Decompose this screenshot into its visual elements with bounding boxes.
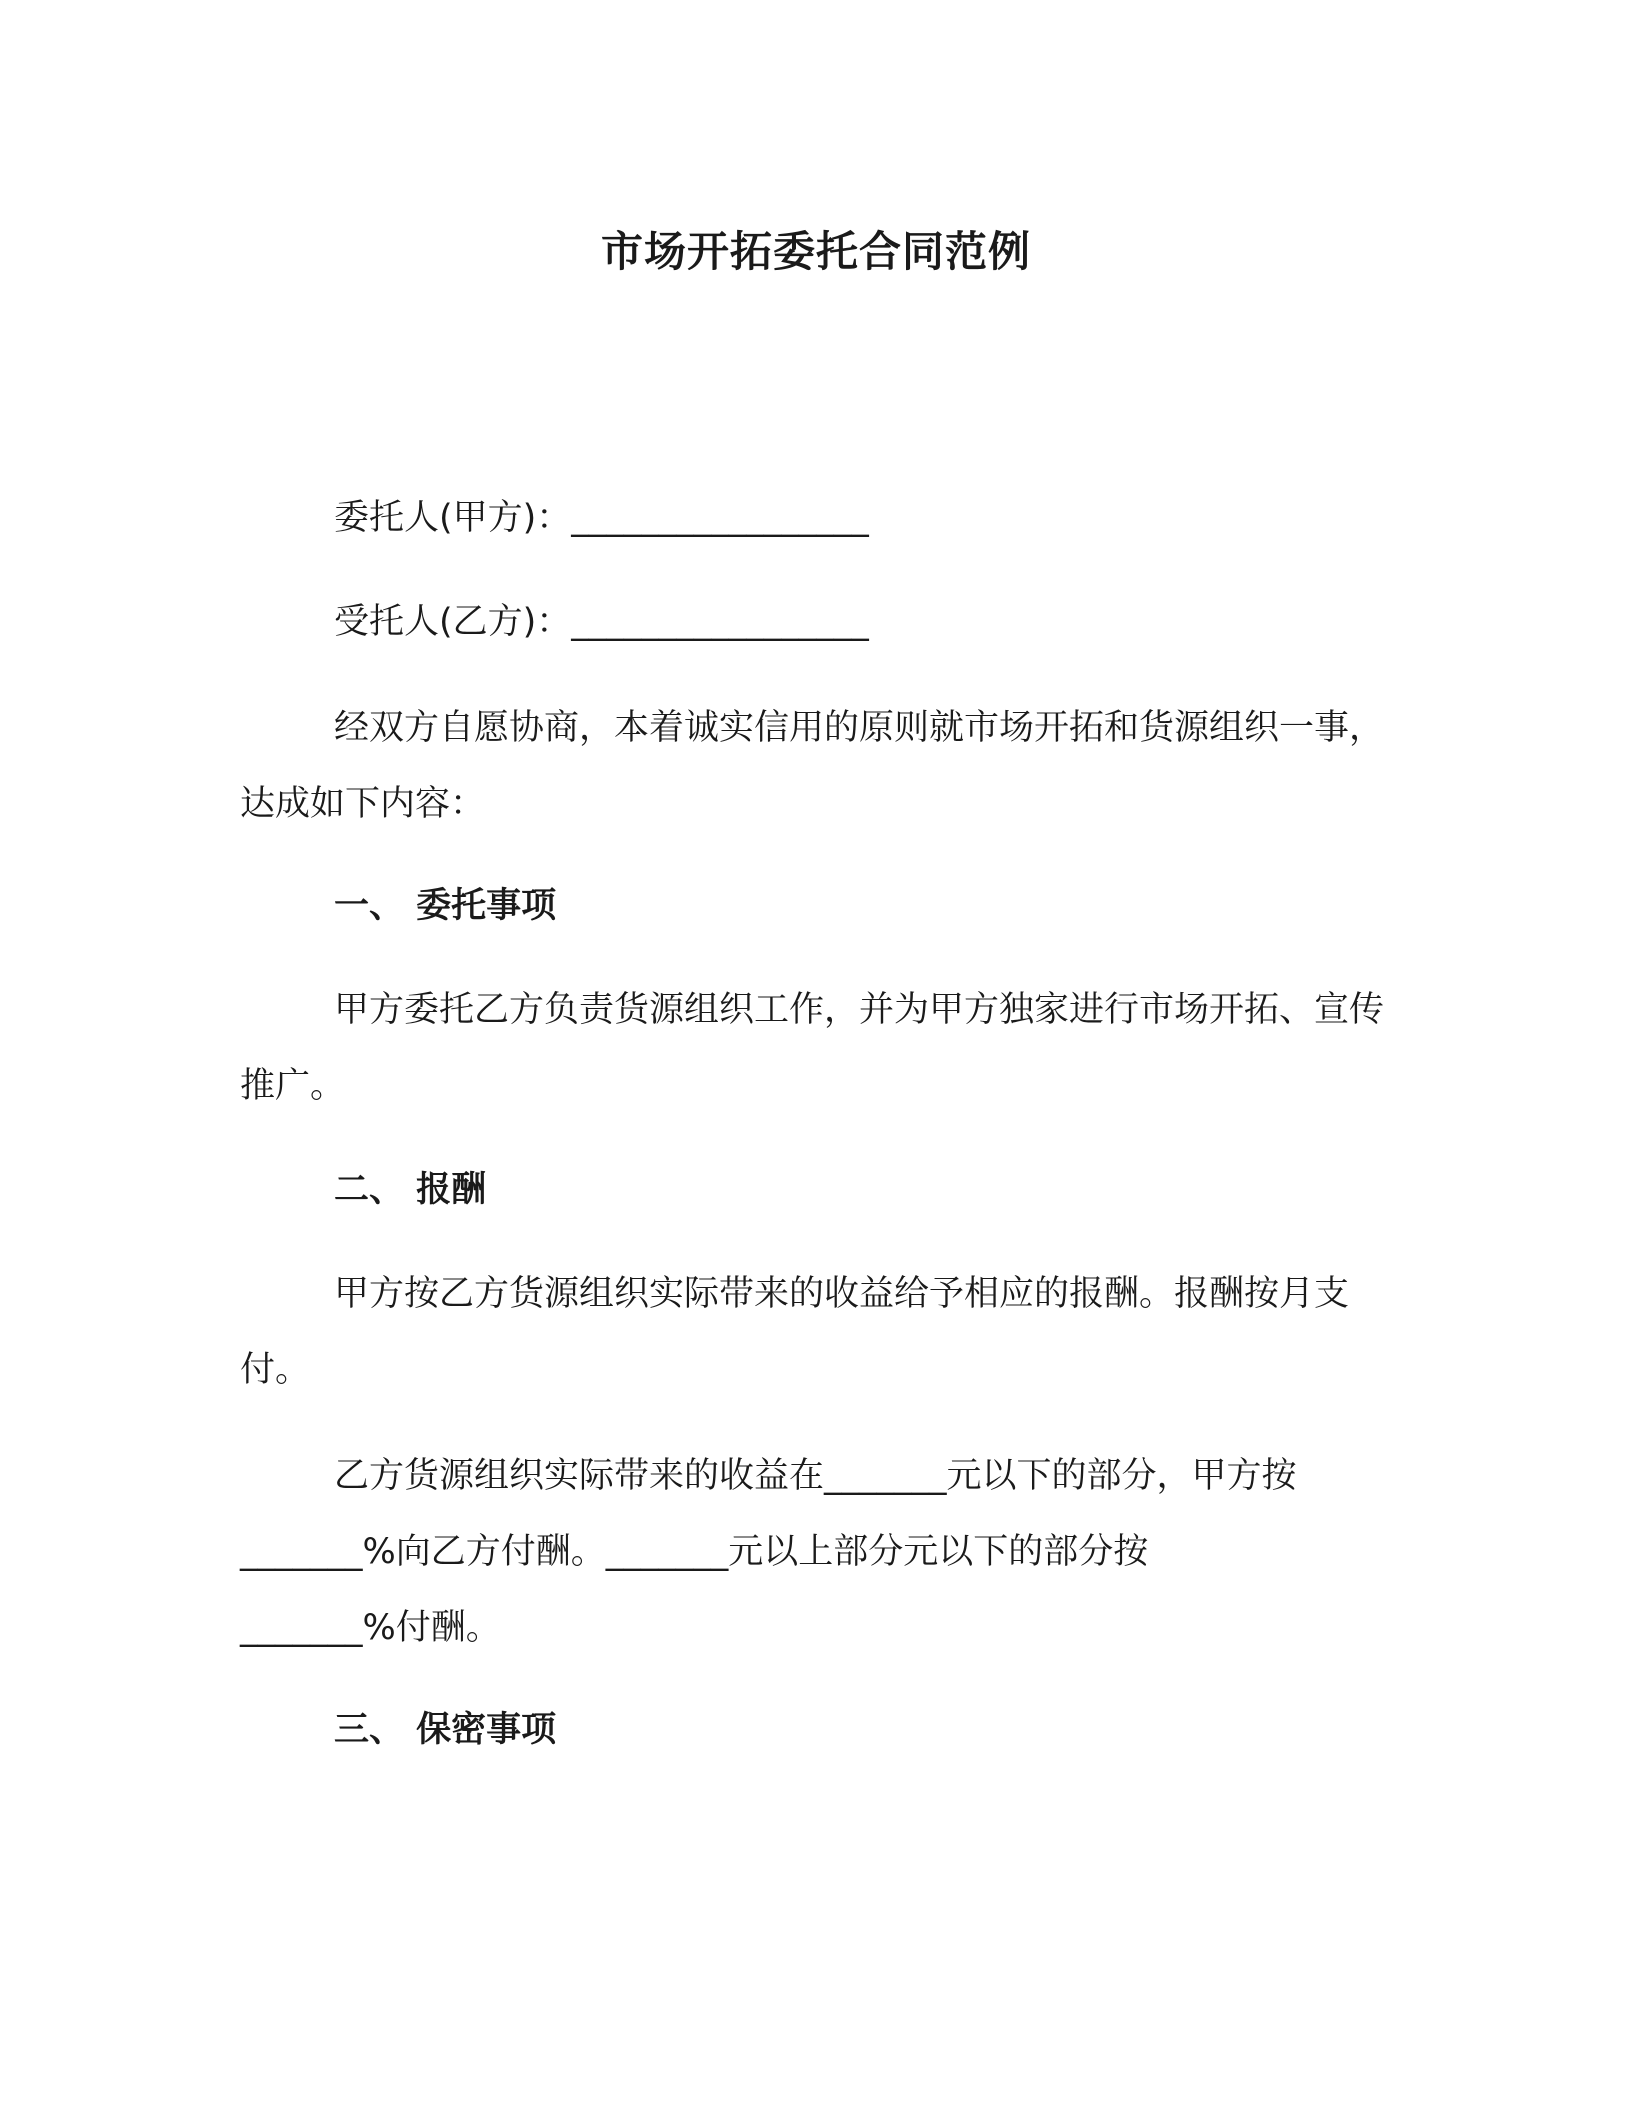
document-title: 市场开拓委托合同范例 xyxy=(600,227,1031,276)
intro-paragraph: 经双方自愿协商，本着诚实信用的原则就市场开拓和货源组织一事，达成如下内容： xyxy=(240,708,1385,824)
party-a-line: 委托人(甲方)：_________________ xyxy=(334,498,869,538)
section-1-heading: 一、 委托事项 xyxy=(334,886,557,926)
section-3-heading: 三、 保密事项 xyxy=(334,1710,557,1750)
party-b-line: 受托人(乙方)：_________________ xyxy=(334,602,869,642)
section-2-body: 甲方按乙方货源组织实际带来的收益给予相应的报酬。报酬按月支付。 xyxy=(240,1274,1350,1390)
section-1-body: 甲方委托乙方负责货源组织工作，并为甲方独家进行市场开拓、宣传推广。 xyxy=(240,990,1385,1106)
section-2-rate-line-2: _______%向乙方付酬。_______元以上部分元以下的部分按 xyxy=(240,1532,1149,1572)
section-2-rate-line-3: _______%付酬。 xyxy=(240,1608,501,1648)
section-2-rate-line-1: 乙方货源组织实际带来的收益在_______元以下的部分，甲方按 xyxy=(334,1456,1297,1496)
section-2-heading: 二、 报酬 xyxy=(334,1170,487,1210)
